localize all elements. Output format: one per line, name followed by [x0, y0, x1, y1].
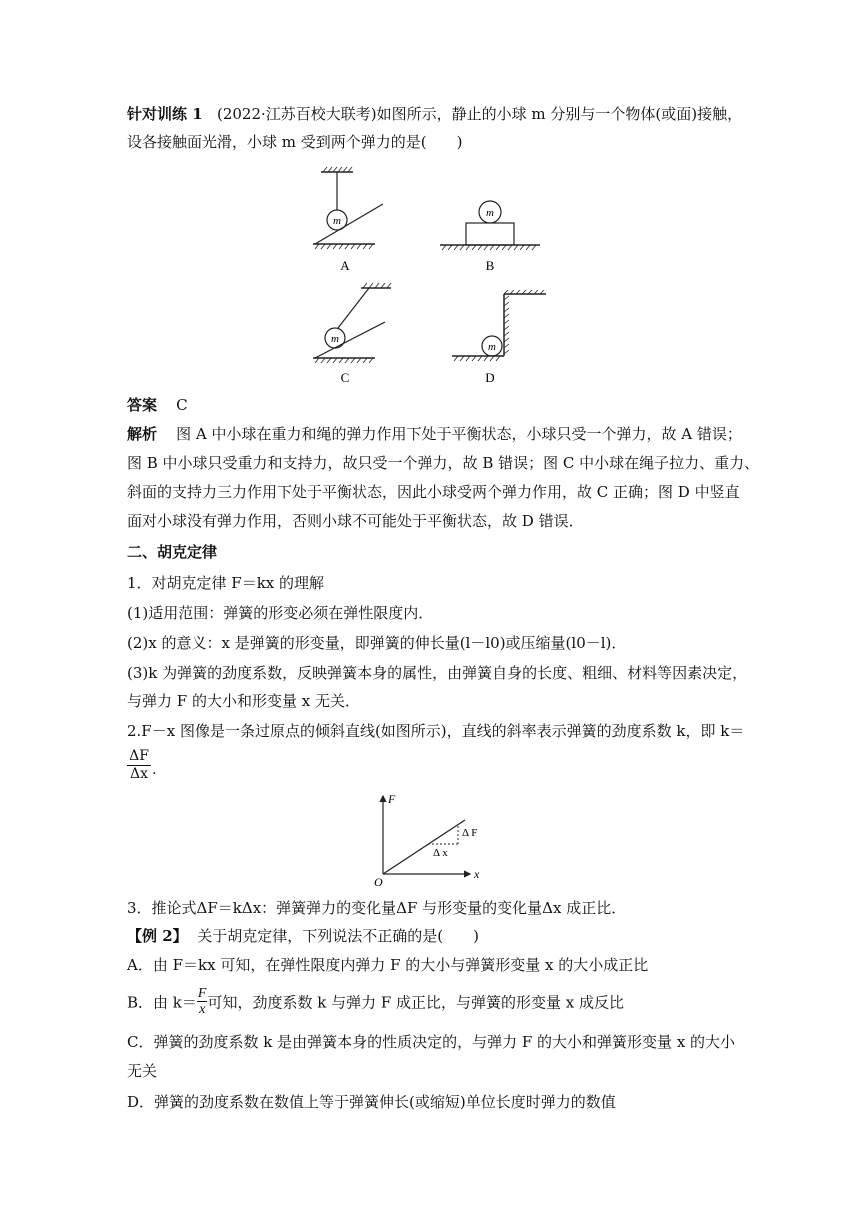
graph-delta-f-label: Δ F [462, 827, 478, 839]
problem-stem: 如图所示，静止的小球 m 分别与一个物体(或面)接触， [376, 105, 743, 123]
figure-b-caption: B [485, 258, 495, 273]
ball-label: m [486, 207, 494, 219]
analysis-text: 图 A 中小球在重力和绳的弹力作用下处于平衡状态，小球只受一个弹力，故 A 错误； [176, 425, 742, 443]
point-1c-line-1: (3)k 为弹簧的劲度系数，反映弹簧本身的属性，由弹簧自身的长度、粗细、材料等因素决定， [127, 664, 748, 682]
fraction-denominator: Δx [129, 766, 148, 782]
point-1c-line-2: 与弹力 F 的大小和形变量 x 无关． [127, 692, 360, 710]
fraction-numerator: ΔF [127, 748, 151, 766]
point-2-line-1: 2.F－x 图像是一条过原点的倾斜直线(如图所示)，直线的斜率表示弹簧的劲度系数 k，即 k＝ [127, 722, 745, 740]
option-b-suffix: 可知，劲度系数 k 与弹力 F 成正比，与弹簧的形变量 x 成反比 [207, 993, 625, 1012]
option-b [127, 988, 624, 1019]
graph-x-label: x [474, 867, 480, 881]
example-question: 关于胡克定律，下列说法不正确的是( ) [197, 927, 479, 945]
option-b-fraction [197, 986, 208, 1017]
answer-line [127, 395, 188, 415]
graph-delta-x-label: Δ x [433, 847, 448, 859]
option-b-numerator: F [197, 986, 207, 1001]
point-1: 1．对胡克定律 F＝kx 的理解 [127, 574, 325, 592]
option-c-line-1: C．弹簧的劲度系数 k 是由弹簧本身的性质决定的，与弹力 F 的大小和弹簧形变量 x 的大小 [127, 1033, 736, 1051]
figure-d [446, 290, 546, 388]
f-x-graph [370, 790, 490, 890]
problem-line-1 [127, 104, 742, 124]
point-1a: (1)适用范围：弹簧的形变必须在弹性限度内． [127, 604, 434, 622]
option-b-denominator: x [199, 1002, 206, 1017]
figure-c-caption: C [340, 370, 350, 385]
example-stem [127, 926, 479, 946]
problem-label: 针对训练 1 [127, 105, 203, 123]
analysis-line-2: 图 B 中小球只受重力和支持力，故只受一个弹力，故 B 错误；图 C 中小球在绳子拉力、重力、 [127, 454, 760, 472]
graph-y-label: F [388, 792, 396, 806]
analysis-line-4: 面对小球没有弹力作用，否则小球不可能处于平衡状态，故 D 错误． [127, 512, 584, 530]
option-a: A．由 F＝kx 可知，在弹性限度内弹力 F 的大小与弹簧形变量 x 的大小成正比 [127, 956, 649, 974]
figure-b [440, 196, 540, 276]
option-d: D．弹簧的劲度系数在数值上等于弹簧伸长(或缩短)单位长度时弹力的数值 [127, 1093, 616, 1111]
fraction-period: . [152, 762, 157, 778]
figure-d-caption: D [485, 370, 495, 385]
figure-a-caption: A [340, 258, 350, 273]
analysis-line-3: 斜面的支持力三力作用下处于平衡状态，因此小球受两个弹力作用，故 C 正确；图 D 中竖直 [127, 483, 740, 501]
answer-value: C [176, 396, 188, 414]
fraction-dF-dx [127, 748, 151, 783]
example-label: 【例 2】 [127, 927, 188, 945]
ball-label: m [331, 333, 339, 345]
problem-line-2: 设各接触面光滑，小球 m 受到两个弹力的是( ) [127, 133, 463, 151]
section-title: 二、胡克定律 [127, 543, 218, 561]
option-c-line-2: 无关 [127, 1062, 158, 1080]
analysis-label: 解析 [127, 425, 158, 443]
figure-a [305, 166, 385, 276]
problem-source: (2022·江苏百校大联考) [216, 105, 377, 123]
analysis-line-1 [127, 424, 742, 444]
option-b-prefix: B．由 k＝ [127, 993, 197, 1012]
point-3: 3．推论式ΔF＝kΔx：弹簧弹力的变化量ΔF 与形变量的变化量Δx 成正比． [127, 899, 627, 917]
answer-label: 答案 [127, 396, 158, 414]
ball-label: m [333, 215, 341, 227]
graph-origin-label: O [374, 875, 383, 889]
figure-c [305, 282, 395, 388]
ball-label: m [488, 341, 496, 353]
point-1b: (2)x 的意义：x 是弹簧的形变量，即弹簧的伸长量(l－l0)或压缩量(l0－l)． [127, 634, 627, 652]
